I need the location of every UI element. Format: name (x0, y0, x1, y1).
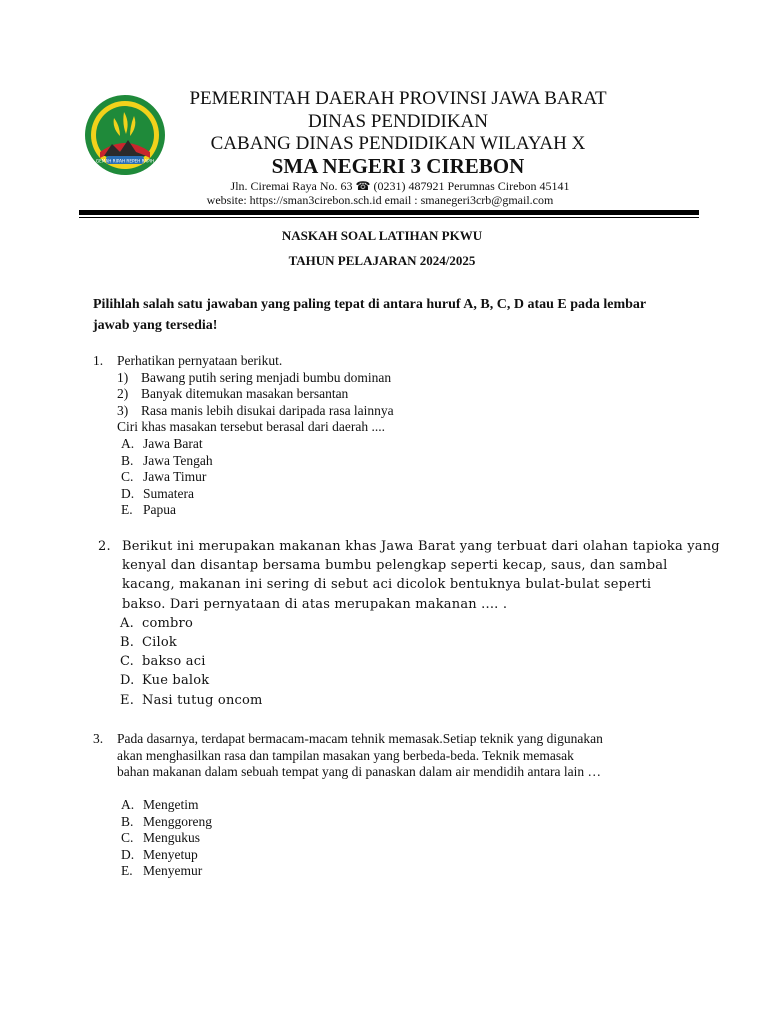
option-b: B. Menggoreng (121, 813, 212, 829)
option-a: A. combro (120, 615, 193, 631)
option-d: D. Kue balok (120, 673, 210, 689)
question-line: Berikut ini merupakan makanan khas Jawa Barat yang terbuat dari olahan tapioka yang (122, 539, 720, 554)
question-prompt: Ciri khas masakan tersebut berasal dari daerah .... (117, 419, 386, 435)
question-line: Pada dasarnya, terdapat bermacam-macam tehnik memasak.Setiap teknik yang digunakan (117, 731, 603, 746)
question-line: akan menghasilkan rasa dan tampilan masakan yang berbeda-beda. Teknik memasak (117, 747, 574, 763)
option-e: E. Papua (121, 502, 176, 518)
option-c: C. Mengukus (121, 830, 200, 846)
question-3-body (117, 731, 603, 781)
academic-year-title: TAHUN PELAJARAN 2024/2025 (288, 253, 476, 268)
option-d: D. Menyetup (121, 846, 198, 862)
question-3 (93, 731, 103, 748)
document-title: NASKAH SOAL LATIHAN PKWU (281, 228, 483, 243)
logo-motto: GEMAH RIPAH REPEH RAPIH (95, 158, 155, 164)
option-b: B. Cilok (120, 635, 177, 651)
header-contact: website: https://sman3cirebon.sch.id email : smanegeri3crb@gmail.com (206, 193, 554, 207)
question-2-body (122, 537, 720, 710)
header-agency: DINAS PENDIDIKAN (308, 111, 488, 132)
option-a: A. Mengetim (121, 797, 199, 812)
statement-item: 3) Rasa manis lebih disukai daripada rasa lainnya (117, 402, 394, 418)
option-a: A. Jawa Barat (121, 435, 203, 451)
instruction-text: Pilihlah salah satu jawaban yang paling tepat di antara huruf A, B, C, D atau E pada lembar jawab yang tersedia! (93, 297, 646, 333)
option-c: C. Jawa Timur (121, 469, 207, 485)
statement-item: 2) Banyak ditemukan masakan bersantan (117, 386, 349, 402)
header-address: Jln. Ciremai Raya No. 63 ☎ (0231) 487921 Perumnas Cirebon 45141 (230, 179, 570, 193)
question-line: kacang, makanan ini sering di sebut aci dicolok bentuknya bulat-bulat seperti (122, 577, 652, 593)
question-3-options (121, 797, 212, 880)
question-1 (93, 353, 103, 370)
letterhead-divider-thin (79, 217, 699, 218)
question-1-body (117, 353, 394, 519)
option-b: B. Jawa Tengah (121, 452, 213, 468)
option-e: E. Menyemur (121, 863, 203, 879)
question-line: bahan makanan dalam sebuah tempat yang di panaskan dalam air mendidih antara lain … (117, 764, 601, 780)
header-school-name: SMA NEGERI 3 CIREBON (271, 154, 525, 178)
question-line: kenyal dan disantap bersama bumbu pelengkap seperti kecap, saus, dan sambal (122, 558, 668, 574)
header-branch: CABANG DINAS PENDIDIKAN WILAYAH X (210, 133, 586, 154)
option-e: E. Nasi tutug oncom (120, 692, 263, 708)
letterhead-divider-thick (79, 210, 699, 215)
question-intro: Perhatikan pernyataan berikut. (117, 353, 283, 368)
option-d: D. Sumatera (121, 485, 194, 501)
header-government: PEMERINTAH DAERAH PROVINSI JAWA BARAT (189, 88, 607, 109)
question-number: 1. (93, 353, 104, 368)
statement-item: 1) Bawang putih sering menjadi bumbu dominan (117, 369, 392, 385)
question-2 (98, 537, 111, 556)
question-number: 2. (98, 539, 111, 554)
question-number: 3. (93, 731, 104, 746)
question-line: bakso. Dari pernyataan di atas merupakan makanan .... . (122, 596, 508, 612)
option-c: C. bakso aci (120, 654, 206, 670)
